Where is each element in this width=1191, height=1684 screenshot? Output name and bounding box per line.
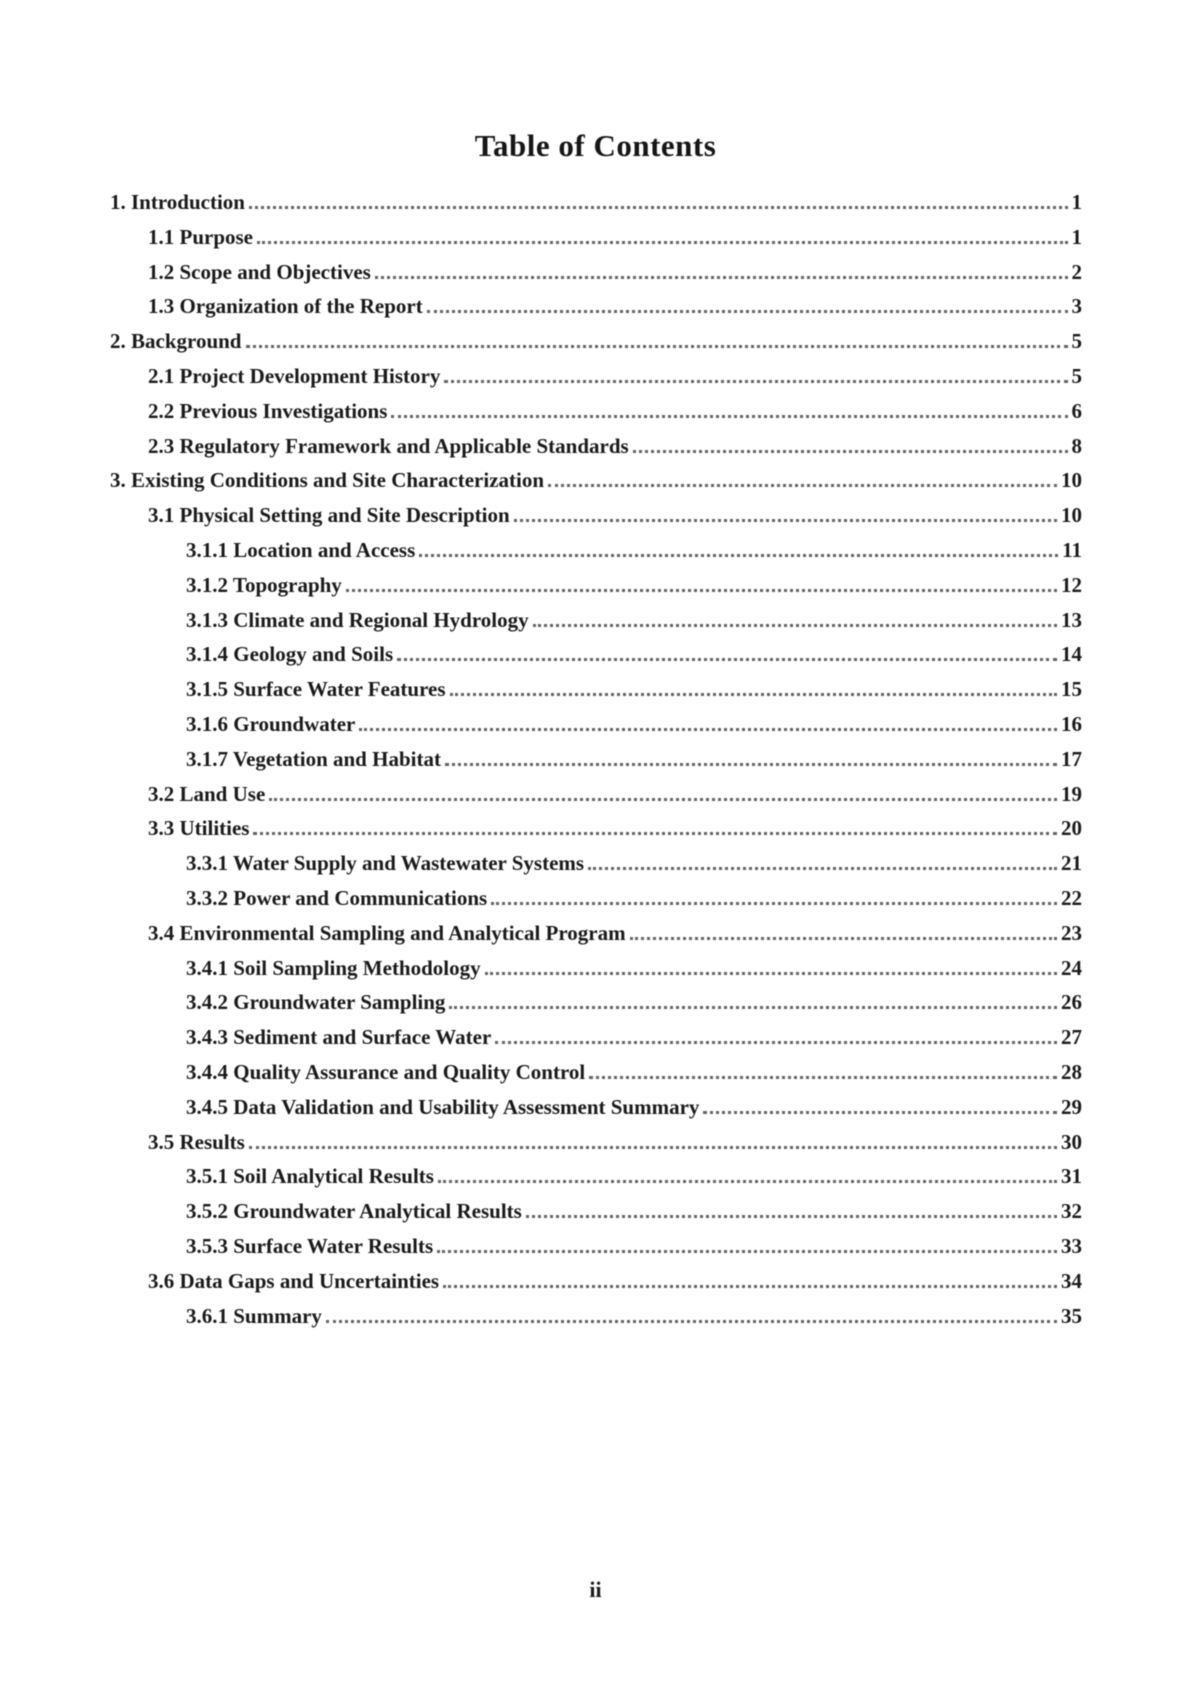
toc-entry[interactable] — [186, 745, 1082, 773]
toc-entry[interactable] — [148, 432, 1082, 460]
dot-leader — [359, 728, 1057, 731]
toc-entry-title: 3.4.1 Soil Sampling Methodology — [186, 956, 481, 980]
toc-entry-title: 3.1.4 Geology and Soils — [186, 642, 394, 666]
dot-leader — [630, 937, 1057, 940]
dot-leader — [526, 1215, 1057, 1218]
dot-leader — [257, 241, 1068, 244]
toc-entry-page-number: 5 — [1071, 329, 1082, 353]
dot-leader — [438, 1180, 1057, 1183]
toc-entry-title: 3.4.4 Quality Assurance and Quality Control — [186, 1060, 586, 1084]
dot-leader — [533, 624, 1057, 627]
toc-entry-page-number: 6 — [1071, 399, 1082, 423]
dot-leader — [326, 1320, 1057, 1323]
toc-entry-page-number: 14 — [1061, 642, 1082, 666]
toc-entry-title: 3.2 Land Use — [148, 782, 266, 806]
toc-entry[interactable] — [148, 501, 1082, 529]
toc-entry[interactable] — [148, 258, 1082, 286]
toc-entry-page-number: 16 — [1061, 712, 1082, 736]
dot-leader — [449, 1006, 1057, 1009]
toc-entry-title: 3.6 Data Gaps and Uncertainties — [148, 1269, 440, 1293]
toc-entry-title: 2.2 Previous Investigations — [148, 399, 388, 423]
toc-entry-title: 3.3.1 Water Supply and Wastewater Systems — [186, 851, 585, 875]
toc-entry-page-number: 11 — [1062, 538, 1082, 562]
toc-entry[interactable] — [148, 814, 1082, 842]
dot-leader — [589, 1076, 1057, 1079]
toc-entry-page-number: 10 — [1061, 468, 1082, 492]
dot-leader — [427, 310, 1068, 313]
dot-leader — [445, 763, 1057, 766]
dot-leader — [443, 1285, 1057, 1288]
toc-entry-page-number: 33 — [1061, 1234, 1082, 1258]
toc-entry-title: 1.2 Scope and Objectives — [148, 260, 371, 284]
toc-entry[interactable] — [148, 919, 1082, 947]
dot-leader — [346, 589, 1057, 592]
dot-leader — [391, 415, 1067, 418]
toc-entry-page-number: 31 — [1061, 1164, 1082, 1188]
toc-entry-title: 3.1.5 Surface Water Features — [186, 677, 446, 701]
toc-entry-page-number: 10 — [1061, 503, 1082, 527]
toc-entry[interactable] — [148, 292, 1082, 320]
toc-entry-page-number: 13 — [1061, 608, 1082, 632]
toc-entry-title: 2.3 Regulatory Framework and Applicable Standards — [148, 434, 629, 458]
toc-entry-page-number: 21 — [1061, 851, 1082, 875]
toc-entry-title: 3.4.2 Groundwater Sampling — [186, 990, 446, 1014]
toc-entry-title: 3.5.1 Soil Analytical Results — [186, 1164, 434, 1188]
toc-entry[interactable] — [148, 397, 1082, 425]
toc-entry-title: 3.5 Results — [148, 1130, 245, 1154]
toc-entry-page-number: 8 — [1071, 434, 1082, 458]
dot-leader — [437, 1250, 1057, 1253]
toc-entry-title: 3.5.2 Groundwater Analytical Results — [186, 1199, 522, 1223]
toc-entry-page-number: 3 — [1071, 294, 1082, 318]
toc-entry-title: 3.1.1 Location and Access — [186, 538, 416, 562]
toc-entry-page-number: 35 — [1061, 1304, 1082, 1328]
dot-leader — [495, 1041, 1057, 1044]
toc-entry-title: 3.1.6 Groundwater — [186, 712, 356, 736]
toc-entry-title: 3.3 Utilities — [148, 816, 250, 840]
dot-leader — [375, 276, 1068, 279]
toc-entry-title: 2.1 Project Development History — [148, 364, 441, 388]
toc-entry-page-number: 29 — [1061, 1095, 1082, 1119]
dot-leader — [246, 345, 1068, 348]
dot-leader — [253, 832, 1057, 835]
toc-entry[interactable] — [186, 1232, 1082, 1260]
toc-entry-page-number: 1 — [1071, 190, 1082, 214]
toc-entry-page-number: 24 — [1061, 956, 1082, 980]
toc-entry[interactable] — [186, 1023, 1082, 1051]
toc-entry-page-number: 27 — [1061, 1025, 1082, 1049]
toc-entry-page-number: 5 — [1071, 364, 1082, 388]
toc-entry-title: 2. Background — [110, 329, 242, 353]
dot-leader — [450, 693, 1057, 696]
toc-entry-title: 1. Introduction — [110, 190, 245, 214]
dot-leader — [249, 1146, 1057, 1149]
toc-entry[interactable] — [110, 466, 1082, 494]
toc-entry[interactable] — [148, 362, 1082, 390]
toc-entry[interactable] — [186, 571, 1082, 599]
toc-entry[interactable] — [186, 640, 1082, 668]
toc-entry-title: 3.1.3 Climate and Regional Hydrology — [186, 608, 529, 632]
dot-leader — [485, 972, 1057, 975]
toc-entry[interactable] — [148, 1267, 1082, 1295]
toc-entry-title: 3.3.2 Power and Communications — [186, 886, 488, 910]
toc-entry[interactable] — [186, 710, 1082, 738]
toc-entry-page-number: 32 — [1061, 1199, 1082, 1223]
toc-entry-page-number: 20 — [1061, 816, 1082, 840]
dot-leader — [249, 206, 1068, 209]
toc-entry-title: 1.3 Organization of the Report — [148, 294, 423, 318]
toc-entry-title: 1.1 Purpose — [148, 225, 253, 249]
dot-leader — [514, 519, 1057, 522]
toc-entry[interactable] — [186, 1302, 1082, 1330]
toc-entry-page-number: 1 — [1071, 225, 1082, 249]
toc-entry-page-number: 12 — [1061, 573, 1082, 597]
toc-entry[interactable] — [186, 536, 1082, 564]
toc-entry[interactable] — [110, 327, 1082, 355]
toc-entry-page-number: 2 — [1071, 260, 1082, 284]
toc-entry-page-number: 23 — [1061, 921, 1082, 945]
toc-entry[interactable] — [186, 884, 1082, 912]
dot-leader — [633, 450, 1068, 453]
toc-entry-page-number: 26 — [1061, 990, 1082, 1014]
toc-entry-page-number: 30 — [1061, 1130, 1082, 1154]
toc-entry[interactable] — [148, 223, 1082, 251]
toc-entry-title: 3.4 Environmental Sampling and Analytical Program — [148, 921, 626, 945]
toc-entry-title: 3.4.5 Data Validation and Usability Assessment Summary — [186, 1095, 700, 1119]
toc-entry-title: 3.1.7 Vegetation and Habitat — [186, 747, 441, 771]
toc-entry[interactable] — [186, 849, 1082, 877]
toc-entry-title: 3. Existing Conditions and Site Characterization — [110, 468, 545, 492]
page-number: ii — [589, 1577, 602, 1602]
dot-leader — [703, 1111, 1057, 1114]
toc-entry[interactable] — [186, 1093, 1082, 1121]
toc-entry-page-number: 28 — [1061, 1060, 1082, 1084]
toc-entry-page-number: 17 — [1061, 747, 1082, 771]
toc-entry[interactable] — [186, 954, 1082, 982]
dot-leader — [588, 867, 1057, 870]
dot-leader — [444, 380, 1067, 383]
toc-entry[interactable] — [186, 1162, 1082, 1190]
toc-heading: Table of Contents — [474, 128, 717, 163]
toc-entry[interactable] — [186, 675, 1082, 703]
toc-entry[interactable] — [186, 606, 1082, 634]
toc-entry-title: 3.5.3 Surface Water Results — [186, 1234, 434, 1258]
toc-entry[interactable] — [186, 988, 1082, 1016]
toc-entry-page-number: 22 — [1061, 886, 1082, 910]
dot-leader — [548, 484, 1057, 487]
dot-leader — [397, 658, 1057, 661]
toc-entry[interactable] — [110, 188, 1082, 216]
dot-leader — [419, 554, 1058, 557]
toc-entry[interactable] — [148, 780, 1082, 808]
toc-entry-page-number: 19 — [1061, 782, 1082, 806]
dot-leader — [491, 902, 1057, 905]
toc-entry-title: 3.1 Physical Setting and Site Description — [148, 503, 510, 527]
toc-entry[interactable] — [186, 1197, 1082, 1225]
toc-entry[interactable] — [186, 1058, 1082, 1086]
toc-entry[interactable] — [148, 1128, 1082, 1156]
toc-entry-title: 3.4.3 Sediment and Surface Water — [186, 1025, 492, 1049]
dot-leader — [269, 798, 1057, 801]
toc-entry-title: 3.6.1 Summary — [186, 1304, 322, 1328]
toc-entry-title: 3.1.2 Topography — [186, 573, 342, 597]
toc-entry-page-number: 15 — [1061, 677, 1082, 701]
toc-entry-page-number: 34 — [1061, 1269, 1082, 1293]
